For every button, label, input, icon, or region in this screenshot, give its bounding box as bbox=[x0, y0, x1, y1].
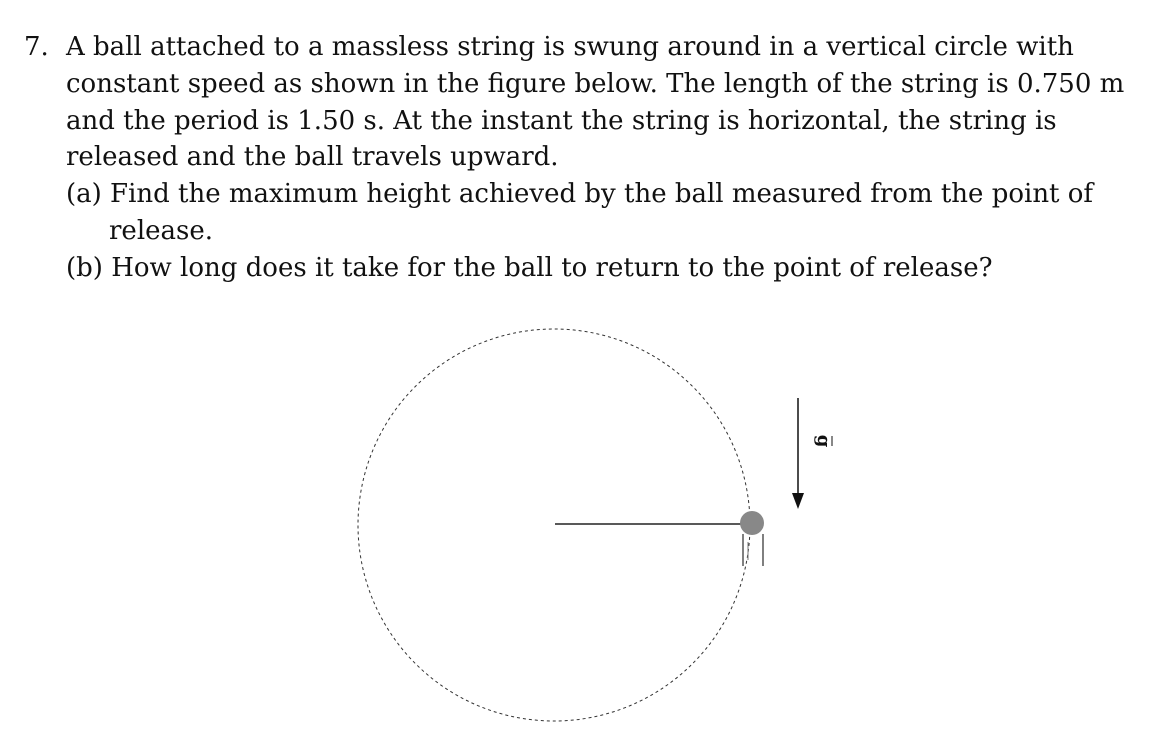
problem-line-4: released and the ball travels upward. bbox=[66, 142, 559, 172]
problem-number: 7. bbox=[24, 32, 49, 62]
circular-motion-figure bbox=[0, 300, 1166, 732]
gravity-label: g bbox=[813, 434, 834, 448]
problem-statement bbox=[0, 0, 1166, 300]
part-a-line-2: release. bbox=[109, 216, 214, 246]
ball bbox=[740, 511, 764, 535]
problem-line-2: constant speed as shown in the figure below. The length of the string is 0.750 m bbox=[66, 69, 1125, 99]
part-a-line-1: (a) Find the maximum height achieved by the ball measured from the point of bbox=[66, 179, 1094, 209]
circular-path bbox=[358, 329, 750, 721]
gravity-label-group bbox=[813, 435, 834, 448]
problem-line-1: A ball attached to a massless string is swung around in a vertical circle with bbox=[66, 32, 1074, 62]
part-b-line: (b) How long does it take for the ball to return to the point of release? bbox=[66, 253, 993, 283]
figure-svg bbox=[0, 300, 1166, 732]
down-arrow-icon bbox=[792, 493, 804, 509]
problem-line-3: and the period is 1.50 s. At the instant the string is horizontal, the string is bbox=[66, 106, 1057, 136]
